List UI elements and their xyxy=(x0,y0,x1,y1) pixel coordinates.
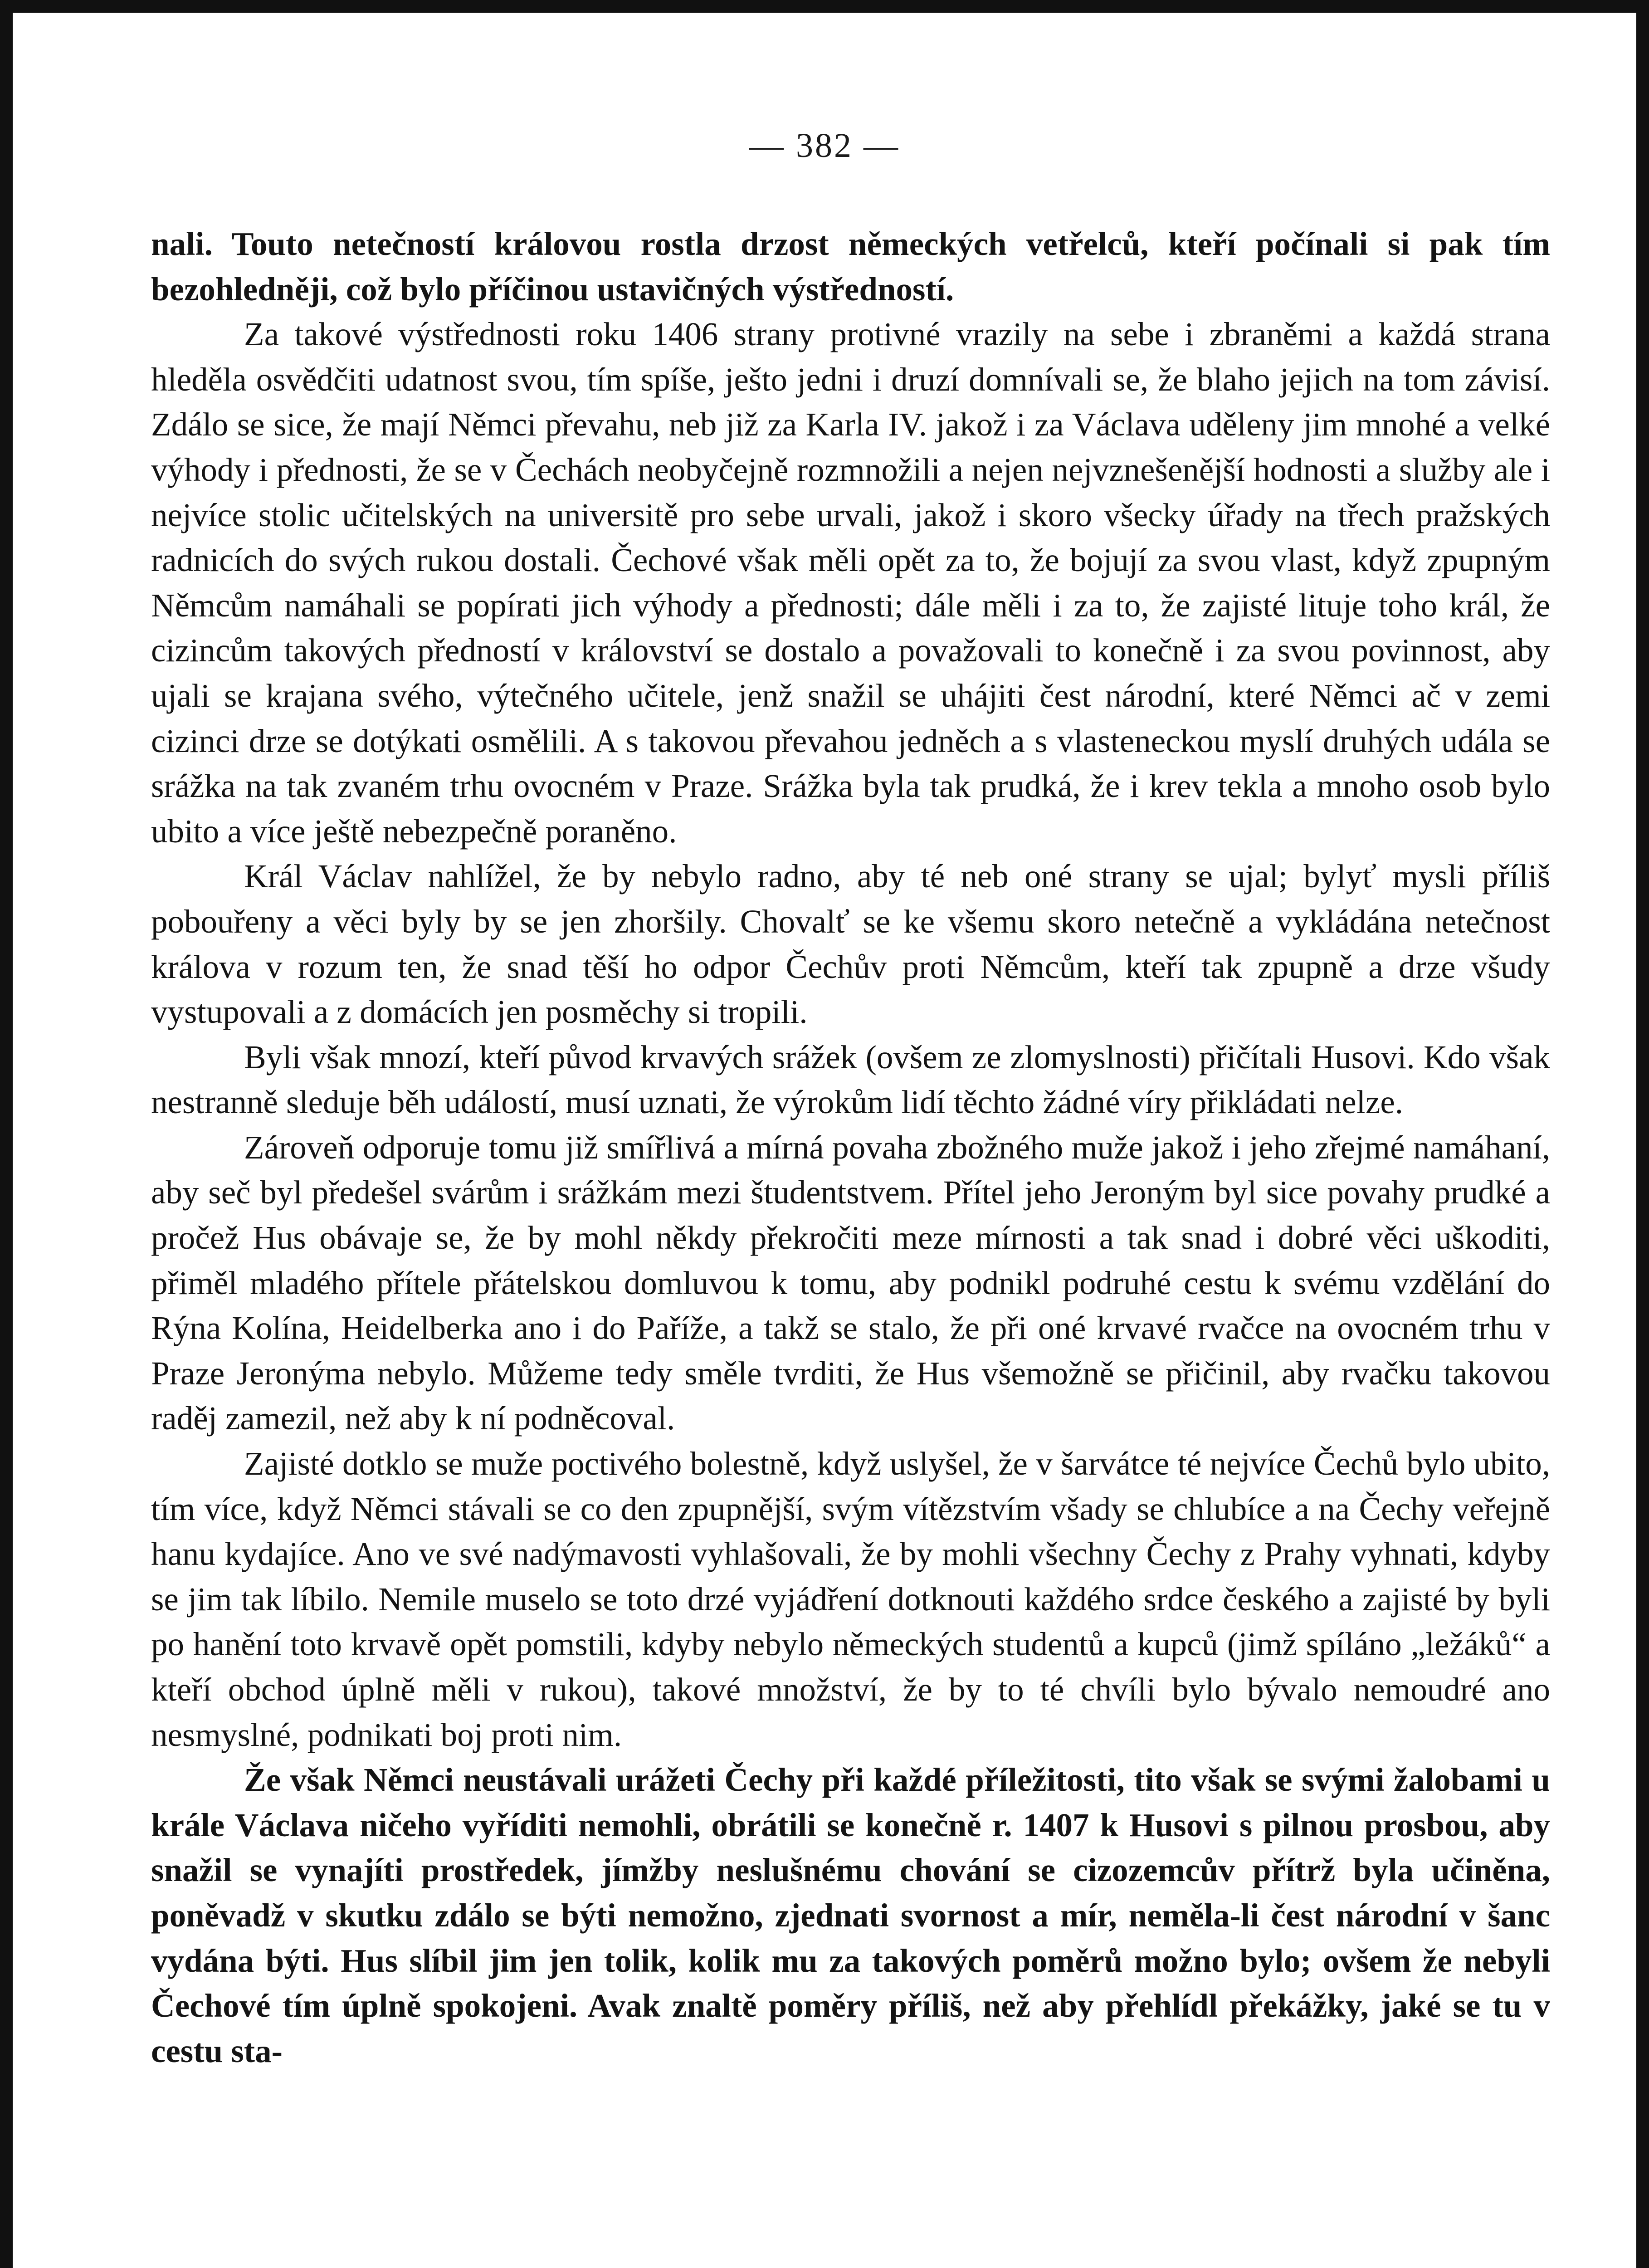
paragraph-2: Za takové výstřednosti roku 1406 strany protivné vrazily na sebe i zbraněmi a každá strana hleděla osvědčiti udatnost svou, tím spíše, ješto jedni i druzí domnívali se, že blaho jejich na tom závisí. Zdálo se sice, že mají Němci převahu, neb již za Karla IV. jakož i za Václava uděleny jim mnohé a velké výhody i přednosti, že se v Čechách neobyčejně rozmnožili a nejen nejvznešenější hodnosti a služby ale i nejvíce stolic učitelských na universitě pro sebe urvali, jakož i skoro všecky úřady na třech pražských radnicích do svých rukou dostali. Čechové však měli opět za to, že bojují za svou vlast, když zpupným Němcům namáhali se popírati jich výhody a přednosti; dále měli i za to, že zajisté lituje toho král, že cizincům takových předností v království se dostalo a považovali to konečně i za svou povinnost, aby ujali se krajana svého, výtečného učitele, jenž snažil se uhájiti čest národní, které Němci ač v zemi cizinci drze se dotýkati osmělili. A s takovou převahou jedněch a s vlasteneckou myslí druhých udála se srážka na tak zvaném trhu ovocném v Praze. Srážka byla tak prudká, že i krev tekla a mnoho osob bylo ubito a více ještě nebezpečně poraněno. xyxy=(151,316,1550,850)
paragraph-6: Zajisté dotklo se muže poctivého bolestně, když uslyšel, že v šarvátce té nejvíce Čechů bylo ubito, tím více, když Němci stávali se co den zpupnější, svým vítězstvím všady se chlubíce a na Čechy veřejně hanu kydajíce. Ano ve své nadýmavosti vyhlašovali, že by mohli všechny Čechy z Prahy vyhnati, kdyby se jim tak líbilo. Nemile muselo se toto drzé vyjádření dotknouti každého srdce českého a zajisté by byli po hanění toto krvavě opět pomstili, kdyby nebylo německých studentů a kupců (jimž spíláno „ležáků“ a kteří obchod úplně měli v rukou), takové množství, že by to té chvíli bylo bývalo nemoudré ano nesmyslné, podnikati boj proti nim. xyxy=(151,1445,1550,1753)
paragraph-5: Zároveň odporuje tomu již smířlivá a mírná povaha zbožného muže jakož i jeho zřejmé namáhaní, aby seč byl předešel svárům i srážkám mezi študentstvem. Přítel jeho Jeroným byl sice povahy prudké a pročež Hus obávaje se, že by mohl někdy překročiti meze mírnosti a tak snad i dobré věci uškoditi, přiměl mladého přítele přátelskou domluvou k tomu, aby podnikl podruhé cestu k svému vzdělání do Rýna Kolína, Heidelberka ano i do Paříže, a takž se stalo, že při oné krvavé rvačce na ovocném trhu v Praze Jeronýma nebylo. Můžeme tedy směle tvrditi, že Hus všemožně se přičinil, aby rvačku takovou raděj zamezil, než aby k ní podněcoval. xyxy=(151,1129,1550,1437)
body-text xyxy=(151,221,1550,2073)
paragraph-1: nali. Touto netečností královou rostla drzost německých vetřelců, kteří počínali si pak tím bezohledněji, což bylo příčinou ustavičných výstředností. xyxy=(151,225,1550,308)
paragraph-3: Král Václav nahlížel, že by nebylo radno, aby té neb oné strany se ujal; bylyť mysli příliš pobouřeny a věci byly by se jen zhoršily. Chovalť se ke všemu skoro netečně a vykládána netečnost králova v rozum ten, že snad těší ho odpor Čechův proti Němcům, kteří tak zpupně a drze všudy vystupovali a z domácích jen posměchy si tropili. xyxy=(151,858,1550,1031)
paragraph-7: Že však Němci neustávali urážeti Čechy při každé příležitosti, tito však se svými žalobami u krále Václava ničeho vyříditi nemohli, obrátili se konečně r. 1407 k Husovi s pilnou prosbou, aby snažil se vynajíti prostředek, jímžby neslušnému chování se cizozemcův přítrž byla učiněna, poněvadž v skutku zdálo se býti nemožno, zjednati svornost a mír, neměla-li čest národní v šanc vydána býti. Hus slíbil jim jen tolik, kolik mu za takových poměrů možno bylo; ovšem že nebyli Čechové tím úplně spokojeni. Avak znaltě poměry příliš, než aby přehlídl překážky, jaké se tu v cestu sta- xyxy=(151,1761,1550,2069)
page-number: — 382 — xyxy=(749,127,900,165)
paragraph-4: Byli však mnozí, kteří původ krvavých srážek (ovšem ze zlomyslnosti) přičítali Husovi. Kdo však nestranně sleduje běh událostí, musí uznati, že výrokům lidí těchto žádné víry přikládati nelze. xyxy=(151,1038,1550,1121)
